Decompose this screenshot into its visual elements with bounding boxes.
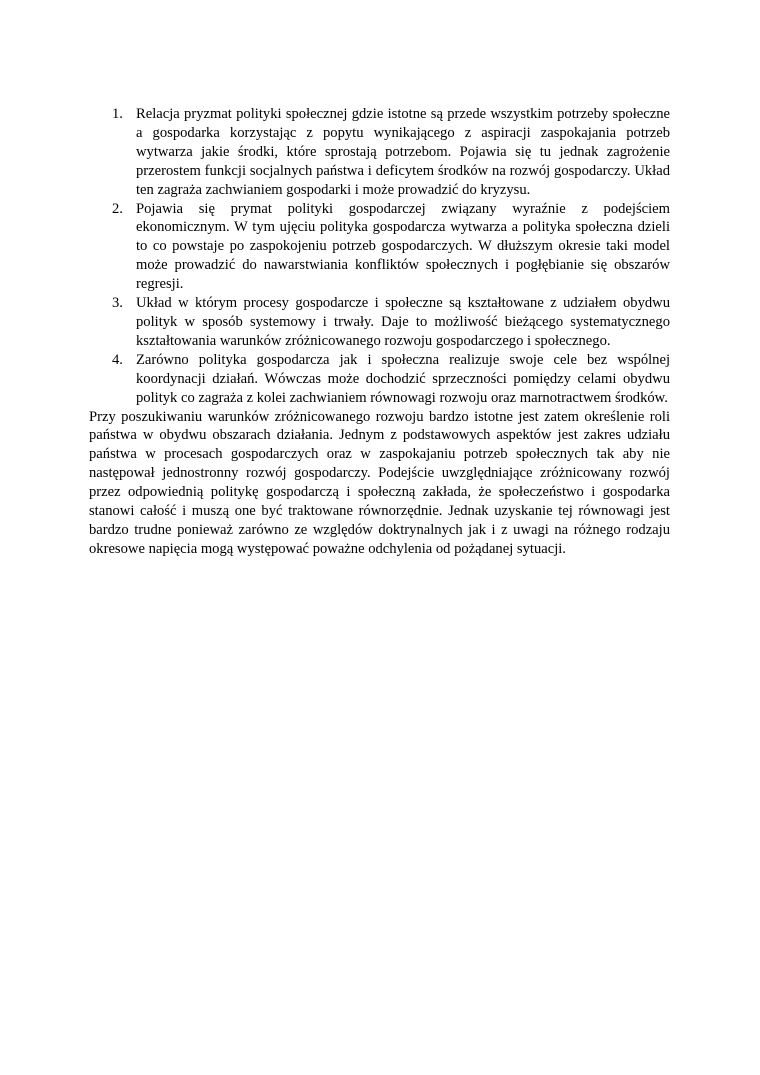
list-item-number: 3. (112, 295, 123, 312)
list-item-text: Układ w którym procesy gospodarcze i społeczne są kształtowane z udziałem obydwu polityk w sposób systemowy i trwały. Daje to możliwość bieżącego systematycznego kształtowania warunków zróżnicowanego rozwoju gospodarczego i społecznego. (136, 295, 670, 349)
list-item-number: 1. (112, 106, 123, 122)
list-item (89, 200, 670, 295)
document-body (89, 105, 670, 559)
list-item-number: 2. (112, 200, 123, 217)
list-item-text: Pojawia się prymat polityki gospodarczej związany wyraźnie z podejściem ekonomicznym. W tym ujęciu polityka gospodarcza wytwarza a polityka społeczna dzieli to co powstaje po zaspokojeniu potrzeb gospodarczych. W dłuższym okresie taki model może prowadzić do nawarstwiania konfliktów społecznych i pogłębianie się obszarów regresji. (136, 200, 670, 293)
numbered-list (89, 105, 670, 408)
list-item-number: 4. (112, 351, 123, 368)
list-item (89, 105, 670, 200)
list-item (89, 294, 670, 351)
list-item-text: Zarówno polityka gospodarcza jak i społeczna realizuje swoje cele bez wspólnej koordynacji działań. Wówczas może dochodzić sprzeczności pomiędzy celami obydwu polityk co zagraża z kolei zachwianiem równowagi rozwoju oraz marnotractwem środków. (136, 351, 670, 406)
body-paragraph: Przy poszukiwaniu warunków zróżnicowanego rozwoju bardzo istotne jest zatem określenie roli państwa w obydwu obszarach działania. Jednym z podstawowych aspektów jest zakres udziału państwa w procesach gospodarczych oraz w zaspokajaniu potrzeb społecznych tak aby nie następował jednostronny rozwój gospodarczy. Podejście uwzględniające zróżnicowany rozwój przez odpowiednią politykę gospodarczą i społeczną zakłada, że społeczeństwo i gospodarka stanowi całość i muszą one być traktowane równorzędnie. Jednak uzyskanie tej równowagi jest bardzo trudne ponieważ zarówno ze względów doktrynalnych jak i z uwagi na różnego rodzaju okresowe napięcia mogą występować poważne odchylenia od pożądanej sytuacji. (89, 408, 670, 557)
list-item (89, 351, 670, 408)
list-item-text: Relacja pryzmat polityki społecznej gdzie istotne są przede wszystkim potrzeby społeczne a gospodarka korzystając z popytu wynikającego z aspiracji zaspokajania potrzeb wytwarza jakie środki, które sprostają potrzebom. Pojawia się tu jednak zagrożenie przerostem funkcji socjalnych państwa i deficytem środków na rozwój gospodarczy. Układ ten zagraża zachwianiem gospodarki i może prowadzić do kryzysu. (136, 106, 670, 198)
